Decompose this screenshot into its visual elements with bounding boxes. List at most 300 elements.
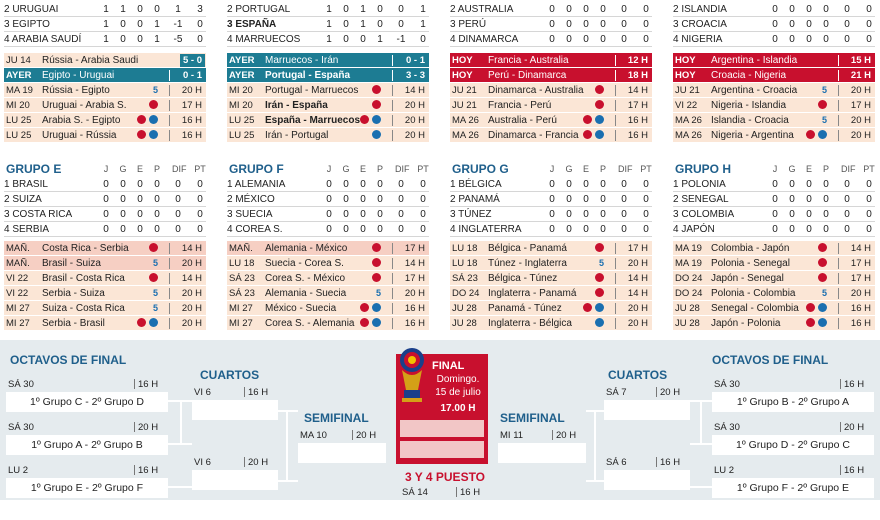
team-stat: 0 [566, 34, 572, 45]
octavos-slot-right[interactable] [712, 392, 874, 412]
team-row [673, 177, 875, 192]
team-stat: 1 [120, 4, 126, 15]
match-row[interactable] [227, 83, 429, 98]
team-stat: -1 [396, 34, 406, 45]
match-row[interactable] [227, 286, 429, 301]
broadcast-blue-icon [595, 115, 604, 124]
match-teams: Colombia - Japón [711, 243, 790, 254]
match-time: 16 H [404, 303, 425, 314]
match-date: LU 18 [452, 243, 478, 254]
match-time: 14 H [404, 85, 425, 96]
match-time: 20 H [181, 318, 202, 329]
slot-divider [456, 487, 457, 497]
team-stat: 0 [398, 194, 404, 205]
group-c [450, 2, 652, 143]
team-stat: 0 [398, 179, 404, 190]
octavos-slot-left[interactable] [6, 478, 168, 498]
column-header: J [103, 164, 109, 174]
team-stat: 0 [120, 209, 126, 220]
match-date: MA 10 [300, 430, 327, 441]
slot-divider [552, 430, 553, 440]
match-teams: Francia - Australia [488, 55, 569, 66]
group-header [450, 160, 652, 177]
match-row[interactable] [227, 53, 429, 68]
broadcast-blue-icon [149, 115, 158, 124]
team-stat: 0 [420, 209, 426, 220]
match-row[interactable] [673, 286, 875, 301]
broadcast-dot-icon [818, 273, 827, 282]
match-date: LU 25 [6, 130, 32, 141]
match-row[interactable] [450, 53, 652, 68]
column-header: DIF [395, 164, 410, 174]
broadcast-blue-icon [818, 303, 827, 312]
team-name: 3 PERÚ [450, 19, 487, 30]
semifinal-title-right: SEMIFINAL [500, 411, 565, 425]
team-stat: 0 [844, 194, 850, 205]
match-row[interactable] [673, 113, 875, 128]
team-stat: 0 [120, 179, 126, 190]
match-teams: España - Marruecos [265, 115, 361, 126]
match-time: 14 H [181, 243, 202, 254]
match-row[interactable] [4, 98, 206, 113]
match-row[interactable] [4, 286, 206, 301]
match-row[interactable] [4, 83, 206, 98]
match-row[interactable] [4, 256, 206, 271]
team-stat: 0 [103, 209, 109, 220]
match-date: DO 24 [452, 288, 480, 299]
broadcast-dot-icon [372, 85, 381, 94]
match-teams: Alemania - Suecia [265, 288, 347, 299]
match-row[interactable] [673, 316, 875, 331]
match-time: 16 H [850, 318, 871, 329]
team-stat: 0 [566, 19, 572, 30]
match-row[interactable] [450, 113, 652, 128]
team-stat: 0 [621, 179, 627, 190]
match-row[interactable] [673, 68, 875, 83]
column-header: G [565, 164, 573, 174]
slot-label: 1º Grupo F - 2º Grupo E [736, 482, 850, 494]
match-row[interactable] [4, 128, 206, 143]
team-stat: 0 [197, 194, 203, 205]
match-separator [169, 318, 170, 329]
match-row[interactable] [450, 301, 652, 316]
broadcast-dot-icon [583, 130, 592, 139]
group-header [227, 160, 429, 177]
team-stat: 0 [197, 209, 203, 220]
match-row[interactable] [450, 83, 652, 98]
match-time: 16 H [181, 115, 202, 126]
team-name: 4 NIGERIA [673, 34, 723, 45]
match-teams: Australia - Perú [488, 115, 557, 126]
match-separator [392, 100, 393, 111]
team-stat: 0 [549, 4, 555, 15]
match-separator [615, 130, 616, 141]
team-stat: 1 [103, 34, 109, 45]
team-stat: 0 [343, 4, 349, 15]
match-separator [838, 115, 839, 126]
tv-channel-icon: 5 [375, 288, 381, 298]
group-grupo-g [450, 160, 652, 331]
team-stat: 0 [197, 179, 203, 190]
team-stat: 0 [583, 209, 589, 220]
team-stat: 0 [326, 224, 332, 235]
team-stat: 0 [866, 34, 872, 45]
match-date: DO 24 [675, 273, 703, 284]
match-teams: Nigeria - Argentina [711, 130, 794, 141]
match-time: 20 H [181, 258, 202, 269]
octavos-slot-right[interactable] [712, 435, 874, 455]
match-date: SÁ 6 [606, 457, 627, 468]
match-time: 20 H [850, 115, 871, 126]
match-separator [615, 100, 616, 111]
team-stat: 0 [120, 194, 126, 205]
match-separator [392, 318, 393, 329]
broadcast-blue-icon [372, 115, 381, 124]
match-date: SÁ 23 [229, 273, 255, 284]
match-row[interactable] [450, 271, 652, 286]
match-time: 5 - 0 [180, 54, 205, 67]
broadcast-dot-icon [137, 130, 146, 139]
match-teams: Croacia - Nigeria [711, 70, 787, 81]
team-row [4, 17, 206, 32]
match-date: SÁ 30 [714, 379, 740, 390]
match-row[interactable] [227, 98, 429, 113]
broadcast-dot-icon [149, 100, 158, 109]
team-stat: 0 [343, 194, 349, 205]
match-teams: Irán - España [265, 100, 328, 111]
team-stat: 0 [621, 209, 627, 220]
match-row[interactable] [227, 271, 429, 286]
team-stat: -1 [173, 19, 183, 30]
semifinal-slot-right[interactable] [498, 443, 586, 463]
match-date: VI 22 [6, 273, 29, 284]
match-teams: Suiza - Costa Rica [42, 303, 125, 314]
match-separator [392, 130, 393, 141]
tv-channel-icon: 5 [152, 303, 158, 313]
match-date: SÁ 30 [714, 422, 740, 433]
team-row [450, 207, 652, 222]
match-separator [615, 115, 616, 126]
group-title: GRUPO H [675, 162, 732, 176]
team-row [673, 32, 875, 47]
column-header: E [359, 164, 366, 174]
match-separator [169, 243, 170, 254]
broadcast-dot-icon [360, 115, 369, 124]
match-time: 12 H [627, 55, 648, 66]
team-stat: 0 [137, 224, 143, 235]
team-stat: 0 [823, 4, 829, 15]
match-row[interactable] [450, 256, 652, 271]
match-row[interactable] [450, 316, 652, 331]
team-stat: 0 [137, 209, 143, 220]
match-time: 21 H [850, 70, 871, 81]
cuartos-slot-right[interactable] [604, 400, 690, 420]
broadcast-dot-icon [818, 258, 827, 267]
broadcast-blue-icon [372, 130, 381, 139]
match-row[interactable] [673, 128, 875, 143]
final-slot[interactable] [400, 441, 484, 458]
group-a [4, 2, 206, 143]
match-separator [392, 303, 393, 314]
slot-divider [134, 379, 135, 389]
broadcast-blue-icon [149, 130, 158, 139]
match-separator [169, 258, 170, 269]
match-row[interactable] [227, 68, 429, 83]
team-name: 3 ESPAÑA [227, 19, 277, 30]
broadcast-blue-icon [595, 318, 604, 327]
team-name: 3 EGIPTO [4, 19, 50, 30]
team-stat: 0 [360, 194, 366, 205]
match-row[interactable] [4, 316, 206, 331]
match-row[interactable] [227, 241, 429, 256]
third-place-slot[interactable] [400, 500, 490, 520]
match-separator [838, 85, 839, 96]
match-teams: Costa Rica - Serbia [42, 243, 129, 254]
match-row[interactable] [450, 128, 652, 143]
team-stat: 0 [823, 224, 829, 235]
match-separator [838, 318, 839, 329]
match-separator [392, 243, 393, 254]
team-stat: 0 [772, 19, 778, 30]
match-teams: Islandia - Croacia [711, 115, 789, 126]
bracket-connector [586, 480, 604, 482]
match-teams: Irán - Portugal [265, 130, 329, 141]
match-separator [838, 100, 839, 111]
match-date: VI 6 [194, 457, 211, 468]
match-date: SÁ 23 [452, 273, 478, 284]
match-time: 0 - 1 [182, 70, 202, 81]
match-row[interactable] [227, 113, 429, 128]
team-stat: 0 [772, 209, 778, 220]
octavos-slot-right[interactable] [712, 478, 874, 498]
team-stat: 0 [583, 34, 589, 45]
octavos-slot-left[interactable] [6, 392, 168, 412]
team-stat: 0 [621, 224, 627, 235]
team-stat: 0 [583, 224, 589, 235]
broadcast-dot-icon [595, 243, 604, 252]
team-name: 4 ARABIA SAUDÍ [4, 34, 82, 45]
team-name: 3 COSTA RICA [4, 209, 73, 220]
team-stat: 0 [377, 224, 383, 235]
match-row[interactable] [4, 53, 206, 68]
match-row[interactable] [673, 301, 875, 316]
semifinal-slot-left[interactable] [298, 443, 386, 463]
team-stat: 0 [103, 194, 109, 205]
team-stat: 0 [643, 179, 649, 190]
third-place-title: 3 Y 4 PUESTO [404, 470, 486, 484]
match-row[interactable] [450, 98, 652, 113]
match-row[interactable] [4, 68, 206, 83]
team-row [450, 32, 652, 47]
slot-divider [840, 422, 841, 432]
match-teams: Inglaterra - Bélgica [488, 318, 572, 329]
group-grupo-h [673, 160, 875, 331]
team-stat: 0 [420, 179, 426, 190]
match-separator [169, 303, 170, 314]
team-stat: 0 [600, 224, 606, 235]
match-time: 16 H [138, 379, 159, 390]
team-stat: 0 [621, 34, 627, 45]
match-row[interactable] [227, 128, 429, 143]
tv-channel-icon: 5 [821, 288, 827, 298]
broadcast-dot-icon [806, 318, 815, 327]
octavos-slot-left[interactable] [6, 435, 168, 455]
match-row[interactable] [673, 241, 875, 256]
broadcast-blue-icon [818, 130, 827, 139]
match-teams: Marruecos - Irán [265, 55, 339, 66]
team-stat: 0 [789, 209, 795, 220]
match-time: 3 - 3 [405, 70, 425, 81]
match-row[interactable] [227, 316, 429, 331]
match-separator [615, 70, 616, 81]
match-row[interactable] [673, 83, 875, 98]
match-date: AYER [6, 70, 32, 81]
slot-label: 1º Grupo B - 2º Grupo A [736, 396, 850, 408]
team-stat: 1 [175, 4, 181, 15]
team-stat: 0 [866, 4, 872, 15]
match-row[interactable] [4, 301, 206, 316]
match-row[interactable] [450, 68, 652, 83]
match-row[interactable] [227, 301, 429, 316]
team-name: 3 TÚNEZ [450, 209, 492, 220]
match-date: JU 28 [675, 303, 700, 314]
match-teams: Serbia - Suiza [42, 288, 105, 299]
match-teams: Polonia - Senegal [711, 258, 790, 269]
match-row[interactable] [673, 271, 875, 286]
slot-label: 1º Grupo D - 2º Grupo C [736, 439, 850, 451]
team-stat: 0 [326, 179, 332, 190]
team-row [673, 207, 875, 222]
match-separator [615, 85, 616, 96]
team-row [227, 17, 429, 32]
match-teams: Uruguai - Rússia [42, 130, 117, 141]
match-time: 20 H [248, 457, 269, 468]
slot-divider [840, 379, 841, 389]
match-time: 18 H [627, 70, 648, 81]
column-header: E [136, 164, 143, 174]
team-stat: 0 [643, 194, 649, 205]
match-separator [169, 115, 170, 126]
match-date: LU 2 [8, 465, 29, 476]
team-name: 2 AUSTRALIA [450, 4, 514, 15]
team-stat: 0 [197, 19, 203, 30]
match-row[interactable] [673, 256, 875, 271]
match-time: 20 H [627, 303, 648, 314]
team-stat: 0 [772, 194, 778, 205]
team-row [4, 177, 206, 192]
match-row[interactable] [227, 256, 429, 271]
cuartos-slot-right[interactable] [604, 470, 690, 490]
team-row [673, 17, 875, 32]
team-stat: 0 [154, 4, 160, 15]
cuartos-slot-left[interactable] [192, 400, 278, 420]
match-date: MAÑ. [6, 243, 30, 254]
match-separator [392, 115, 393, 126]
match-row[interactable] [450, 241, 652, 256]
match-date: AYER [229, 55, 255, 66]
match-date: MI 11 [500, 430, 524, 441]
team-stat: 0 [175, 224, 181, 235]
team-name: 4 SERBIA [4, 224, 50, 235]
team-stat: 0 [398, 19, 404, 30]
team-stat: 0 [343, 209, 349, 220]
bracket-connector [278, 410, 298, 412]
team-stat: 0 [806, 224, 812, 235]
team-stat: 0 [844, 224, 850, 235]
match-teams: Bélgica - Panamá [488, 243, 567, 254]
match-separator [838, 130, 839, 141]
match-time: 20 H [850, 288, 871, 299]
match-row[interactable] [4, 271, 206, 286]
match-time: 0 - 1 [405, 55, 425, 66]
team-name: 2 ISLANDIA [673, 4, 727, 15]
broadcast-blue-icon [818, 318, 827, 327]
match-date: MA 19 [675, 243, 702, 254]
team-stat: 0 [583, 194, 589, 205]
final-slot[interactable] [400, 420, 484, 437]
broadcast-dot-icon [372, 273, 381, 282]
slot-divider [656, 457, 657, 467]
team-stat: 0 [844, 34, 850, 45]
team-stat: 0 [549, 19, 555, 30]
match-date: HOY [675, 70, 696, 81]
team-name: 3 SUECIA [227, 209, 273, 220]
match-row[interactable] [4, 113, 206, 128]
match-row[interactable] [4, 241, 206, 256]
team-stat: 0 [549, 224, 555, 235]
tv-channel-icon: 5 [152, 258, 158, 268]
bracket-connector [180, 400, 182, 444]
team-name: 2 SUIZA [4, 194, 42, 205]
match-separator [838, 288, 839, 299]
team-stat: 0 [154, 194, 160, 205]
team-row [4, 222, 206, 237]
team-stat: 0 [844, 19, 850, 30]
team-stat: 0 [360, 34, 366, 45]
tv-channel-icon: 5 [598, 258, 604, 268]
team-stat: 0 [772, 224, 778, 235]
match-time: 17 H [850, 258, 871, 269]
match-time: 20 H [627, 318, 648, 329]
column-header: P [599, 164, 606, 174]
slot-divider [840, 465, 841, 475]
match-separator [838, 258, 839, 269]
match-date: HOY [452, 70, 473, 81]
match-row[interactable] [673, 53, 875, 68]
match-teams: Polonia - Colombia [711, 288, 796, 299]
cuartos-slot-left[interactable] [192, 470, 278, 490]
team-stat: 0 [823, 194, 829, 205]
broadcast-dot-icon [372, 243, 381, 252]
team-stat: 0 [806, 19, 812, 30]
match-date: MA 19 [6, 85, 33, 96]
column-header: P [822, 164, 829, 174]
match-row[interactable] [450, 286, 652, 301]
column-header: PT [194, 164, 206, 174]
team-name: 1 POLONIA [673, 179, 726, 190]
broadcast-dot-icon [137, 115, 146, 124]
team-name: 2 PANAMÁ [450, 194, 500, 205]
broadcast-dot-icon [818, 100, 827, 109]
match-row[interactable] [673, 98, 875, 113]
match-teams: Suecia - Corea S. [265, 258, 344, 269]
column-header: DIF [841, 164, 856, 174]
match-separator [392, 85, 393, 96]
team-stat: 0 [377, 179, 383, 190]
match-time: 20 H [181, 303, 202, 314]
match-time: 20 H [181, 85, 202, 96]
team-stat: 0 [844, 179, 850, 190]
